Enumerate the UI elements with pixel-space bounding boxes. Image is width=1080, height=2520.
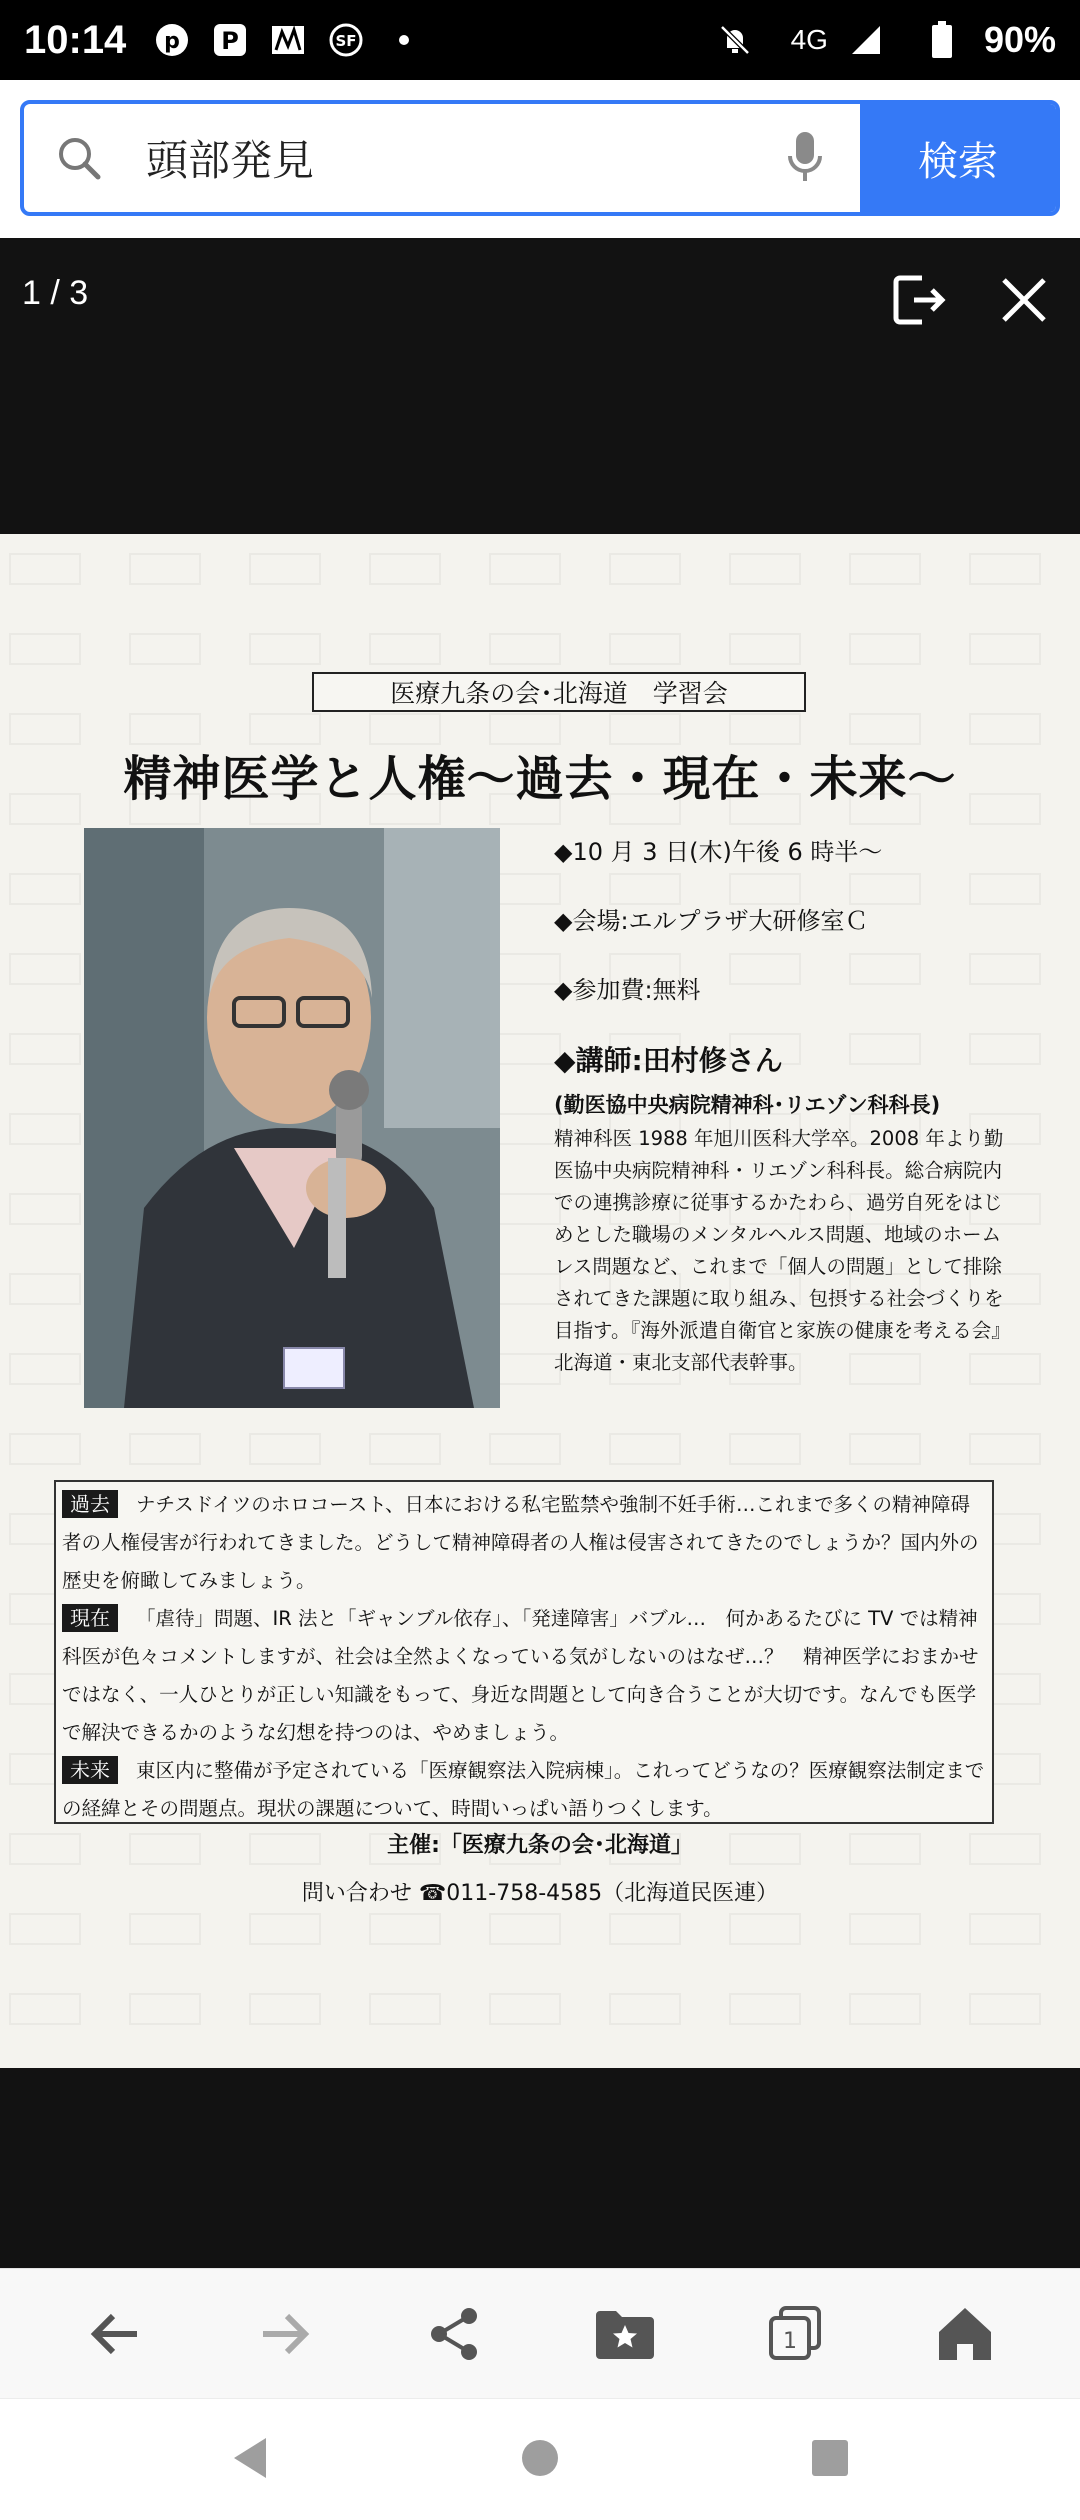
topic-tag: 現在 (62, 1604, 118, 1632)
sf-app-icon (326, 20, 366, 60)
close-icon[interactable] (996, 272, 1052, 328)
lecturer-bio: 精神科医 1988 年旭川医科大学卒。2008 年より勤医協中央病院精神科・リエゾン科科長。総合病院内での連携診療に従事するかたわら、過労自死をはじめとした職場のメンタルヘルス問題、地域のホームレス問題など、これまで「個人の問題」として排除されてきた課題に取り組み、包摂する社会づくりを目指す。『海外派遣自衛官と家族の健康を考える会』北海道・東北支部代表幹事。 (554, 1127, 1004, 1374)
network-type: 4G (790, 24, 828, 55)
mic-icon[interactable] (750, 104, 860, 212)
flyer-title: 精神医学と人権〜過去・現在・未来〜 (123, 751, 957, 807)
nav-back-icon[interactable] (230, 2436, 270, 2484)
home-icon[interactable] (925, 2294, 1005, 2374)
event-date: ◆10 月 3 日(木)午後 6 時半〜 (554, 838, 883, 866)
news-app-icon (268, 20, 308, 60)
flyer-image (0, 534, 1080, 2068)
back-arrow-icon[interactable] (75, 2294, 155, 2374)
notification-dot-icon (384, 20, 424, 60)
event-series-label: 医療九条の会･北海道 学習会 (312, 672, 806, 712)
search-header (0, 80, 1080, 238)
system-nav-bar (0, 2398, 1080, 2520)
event-fee: ◆参加費:無料 (554, 976, 701, 1004)
page-counter: 1 / 3 (22, 274, 89, 312)
speaker-photo (84, 828, 500, 1408)
topic-future (62, 1752, 986, 1828)
topic-present (62, 1600, 986, 1752)
bookmark-folder-icon[interactable] (585, 2294, 665, 2374)
topic-tag: 未来 (62, 1756, 118, 1784)
search-icon (24, 104, 134, 212)
forward-arrow-icon[interactable] (245, 2294, 325, 2374)
svg-text:P: P (221, 27, 240, 55)
battery-percentage: 90% (983, 19, 1056, 60)
nav-home-icon[interactable] (520, 2438, 560, 2482)
browser-toolbar (0, 2268, 1080, 2398)
signal-icon (846, 20, 886, 60)
event-details (554, 828, 1004, 1379)
pinterest-icon (152, 20, 192, 60)
organizer: 主催:「医療九条の会･北海道」 (387, 1833, 693, 1858)
search-box (20, 100, 1060, 216)
nav-recents-icon[interactable] (810, 2438, 850, 2482)
tab-count: 1 (783, 2328, 797, 2354)
topic-text: ナチスドイツのホロコースト、日本における私宅監禁や強制不妊手術…これまで多くの精神障碍者の人権侵害が行われてきました。どうして精神障碍者の人権は侵害されてきたのでしょうか？国内外の歴史を俯瞰してみましょう。 (62, 1493, 979, 1592)
svg-text:p: p (164, 29, 181, 54)
topic-past (62, 1486, 986, 1600)
topic-text: 「虐待」問題、IR 法と「ギャンブル依存」、「発達障害」バブル… 何かあるたびに TV では精神科医が色々コメントしますが、社会は全然よくなっている気がしないのはなぜ…？ 精神医学におまかせではなく、一人ひとりが正しい知識をもって、身近な問題として向き合うことが大切です。なんでも医学で解決できるかのような幻想を持つのは、やめましょう。 (62, 1607, 979, 1744)
paypay-icon (210, 20, 250, 60)
event-venue: ◆会場:エルプラザ大研修室Ｃ (554, 907, 869, 935)
status-time: 10:14 (24, 17, 127, 62)
share-icon[interactable] (415, 2294, 495, 2374)
mute-bell-icon (715, 20, 755, 60)
topic-text: 東区内に整備が予定されている「医療観察法入院病棟」。これってどうなの？医療観察法制定までの経緯とその問題点。現状の課題について、時間いっぱい語りつくします。 (62, 1759, 985, 1820)
tabs-icon[interactable] (755, 2294, 835, 2374)
lecturer-affiliation: (勤医協中央病院精神科･リエゾン科科長) (554, 1093, 941, 1117)
search-input[interactable] (134, 104, 750, 212)
battery-icon (922, 20, 962, 60)
search-button[interactable]: 検索 (860, 104, 1056, 212)
contact-info: 問い合わせ ☎011-758-4585（北海道民医連） (301, 1881, 779, 1906)
svg-text:SF: SF (335, 32, 357, 50)
lecturer-name: ◆講師:田村修さん (554, 1044, 783, 1077)
topics-box (54, 1480, 994, 1824)
status-bar (0, 0, 1080, 80)
open-external-icon[interactable] (886, 268, 950, 332)
topic-tag: 過去 (62, 1490, 118, 1518)
